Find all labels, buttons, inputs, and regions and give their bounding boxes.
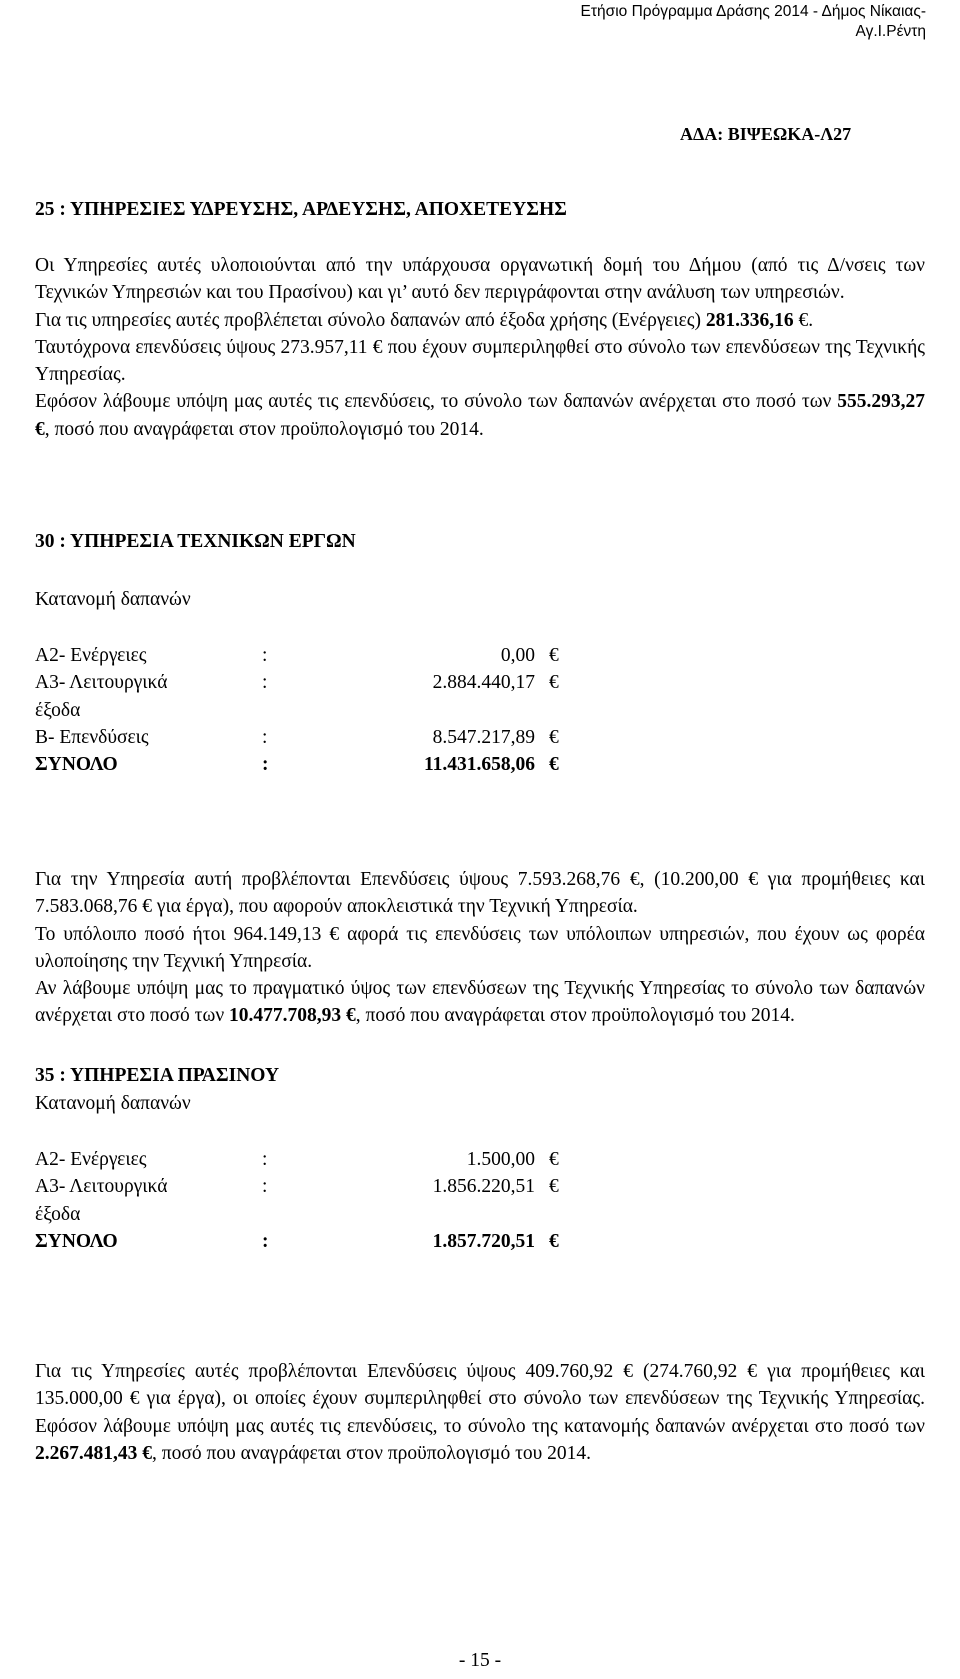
page-number: - 15 - <box>458 1650 502 1671</box>
text-run: Εφόσον λάβουμε υπόψη μας αυτές τις επενδύσεις, το σύνολο των δαπανών ανέρχεται στο ποσό των <box>35 391 838 413</box>
row-amount: 11.431.658,06 <box>423 754 535 776</box>
section-25-paragraph-1: Οι Υπηρεσίες αυτές υλοποιούνται από την υπάρχουσα οργανωτική δομή του Δήμου (από τις Δ/νσεις των Τεχνικών Υπηρεσιών και του Πρασίνου) και γι’ αυτό δεν περιγράφονται στην ανάλυση των υπηρεσιών. <box>35 255 925 304</box>
row-amount: 0,00 <box>500 645 535 666</box>
text-run: Για τις Υπηρεσίες αυτές προβλέπονται Επενδύσεις ύψους 409.760,92 € (274.760,92 € για προμήθειες και 135.000,00 € για έργα), οι οποίες έχουν συμπεριληφθεί στο σύνολο των επενδύσεων της Τεχνικής Υπηρεσίας. Εφόσον λάβουμε υπόψη μας αυτές τις επενδύσεις, το σύνολο της κατανομής δαπανών ανέρχεται στο ποσό των <box>35 1361 925 1437</box>
table-row <box>35 724 589 751</box>
running-header <box>581 2 926 42</box>
euro-sign <box>535 1201 589 1228</box>
ada-code: ΑΔΑ: ΒΙΨΕΩΚΑ-Λ27 <box>680 124 852 144</box>
section-25-title: 25 : ΥΠΗΡΕΣΙΕΣ ΥΔΡΕΥΣΗΣ, ΑΡΔΕΥΣΗΣ, ΑΠΟΧΕΤΕΥΣΗΣ <box>35 199 567 220</box>
row-label: έξοδα <box>35 699 81 721</box>
table-row <box>35 1201 589 1228</box>
euro-sign: € <box>549 726 559 748</box>
table-row <box>35 669 589 696</box>
header-line-1: Ετήσιο Πρόγραμμα Δράσης 2014 - Δήμος Νίκαιας- <box>580 3 926 20</box>
section-25-body <box>35 252 925 443</box>
section-35-paragraph-1 <box>35 1358 925 1467</box>
row-amount <box>282 697 535 724</box>
euro-sign: € <box>549 754 559 776</box>
section-30-subtitle: Κατανομή δαπανών <box>35 589 191 610</box>
row-colon: : <box>262 1149 268 1170</box>
row-amount: 1.857.720,51 <box>432 1230 535 1252</box>
row-colon <box>262 697 282 724</box>
table-row-total <box>35 751 589 778</box>
amount-bold: 281.336,16 <box>705 309 794 331</box>
section-25-paragraph-2 <box>35 307 925 334</box>
row-amount: 1.856.220,51 <box>432 1176 535 1198</box>
euro-sign: € <box>549 1176 559 1198</box>
section-30-body <box>35 866 925 1030</box>
text-run: , ποσό που αναγράφεται στον προϋπολογισμό του 2014. <box>44 418 484 440</box>
row-label: Α3- Λειτουργικά <box>35 1176 168 1198</box>
euro-sign: € <box>549 1230 559 1252</box>
row-label: Α2- Ενέργειες <box>35 1149 147 1170</box>
euro-sign: € <box>549 1149 559 1170</box>
row-colon: : <box>262 645 268 666</box>
row-label: Α2- Ενέργειες <box>35 645 147 666</box>
row-label: Α3- Λειτουργικά <box>35 672 168 694</box>
section-30-allocation-table <box>35 642 589 778</box>
section-25-paragraph-4 <box>35 388 925 443</box>
table-row-total <box>35 1228 589 1255</box>
row-amount: 2.884.440,17 <box>432 672 535 694</box>
text-run: €. <box>793 309 814 331</box>
amount-bold: 555.293,27 € <box>35 391 925 440</box>
table-row <box>35 642 589 669</box>
text-run: , ποσό που αναγράφεται στον προϋπολογισμό του 2014. <box>152 1442 592 1464</box>
row-amount: 1.500,00 <box>466 1149 535 1170</box>
section-35-allocation-table <box>35 1146 589 1255</box>
section-30-paragraph-2: Το υπόλοιπο ποσό ήτοι 964.149,13 € αφορά τις επενδύσεις των υπόλοιπων υπηρεσιών, που έχουν ως φορέα υλοποίησης την Τεχνική Υπηρεσία. <box>35 923 925 972</box>
euro-sign: € <box>549 672 559 694</box>
section-25-paragraph-3: Ταυτόχρονα επενδύσεις ύψους 273.957,11 € που έχουν συμπεριληφθεί στο σύνολο των επενδύσεων της Τεχνικής Υπηρεσίας. <box>35 336 925 386</box>
row-amount: 8.547.217,89 <box>432 726 535 748</box>
header-line-2: Αγ.Ι.Ρέντη <box>855 23 926 40</box>
table-row <box>35 1173 589 1200</box>
row-colon: : <box>262 1176 268 1198</box>
euro-sign <box>535 697 589 724</box>
section-30-title: 30 : ΥΠΗΡΕΣΙΑ ΤΕΧΝΙΚΩΝ ΕΡΓΩΝ <box>35 531 356 552</box>
section-30-paragraph-1: Για την Υπηρεσία αυτή προβλέπονται Επενδύσεις ύψους 7.593.268,76 €, (10.200,00 € για προμήθειες και 7.583.068,76 € για έργα), που αφορούν αποκλειστικά την Τεχνική Υπηρεσία. <box>35 869 925 918</box>
row-label: ΣΥΝΟΛΟ <box>35 1230 118 1252</box>
row-colon: : <box>262 1230 269 1252</box>
row-label: Β- Επενδύσεις <box>35 726 149 748</box>
row-amount <box>282 1201 535 1228</box>
section-35-subtitle: Κατανομή δαπανών <box>35 1093 191 1114</box>
row-colon: : <box>262 672 268 694</box>
section-35-body <box>35 1358 925 1467</box>
amount-bold: 2.267.481,43 € <box>35 1442 152 1464</box>
row-colon: : <box>262 754 269 776</box>
amount-bold: 10.477.708,93 € <box>229 1005 356 1027</box>
section-35-title: 35 : ΥΠΗΡΕΣΙΑ ΠΡΑΣΙΝΟΥ <box>35 1065 280 1086</box>
row-colon <box>262 1201 282 1228</box>
text-run: , ποσό που αναγράφεται στον προϋπολογισμό του 2014. <box>355 1005 795 1027</box>
row-colon: : <box>262 726 268 748</box>
row-label: έξοδα <box>35 1203 81 1225</box>
table-row <box>35 697 589 724</box>
text-run: Αν λάβουμε υπόψη μας το πραγματικό ύψος των επενδύσεων της Τεχνικής Υπηρεσίας το σύνολο των δαπανών ανέρχεται στο ποσό των <box>35 978 925 1027</box>
table-row <box>35 1146 589 1173</box>
text-run: Για τις υπηρεσίες αυτές προβλέπεται σύνολο δαπανών από έξοδα χρήσης (Ενέργειες) <box>35 309 706 331</box>
euro-sign: € <box>549 645 559 666</box>
section-30-paragraph-3 <box>35 975 925 1030</box>
row-label: ΣΥΝΟΛΟ <box>35 754 118 776</box>
